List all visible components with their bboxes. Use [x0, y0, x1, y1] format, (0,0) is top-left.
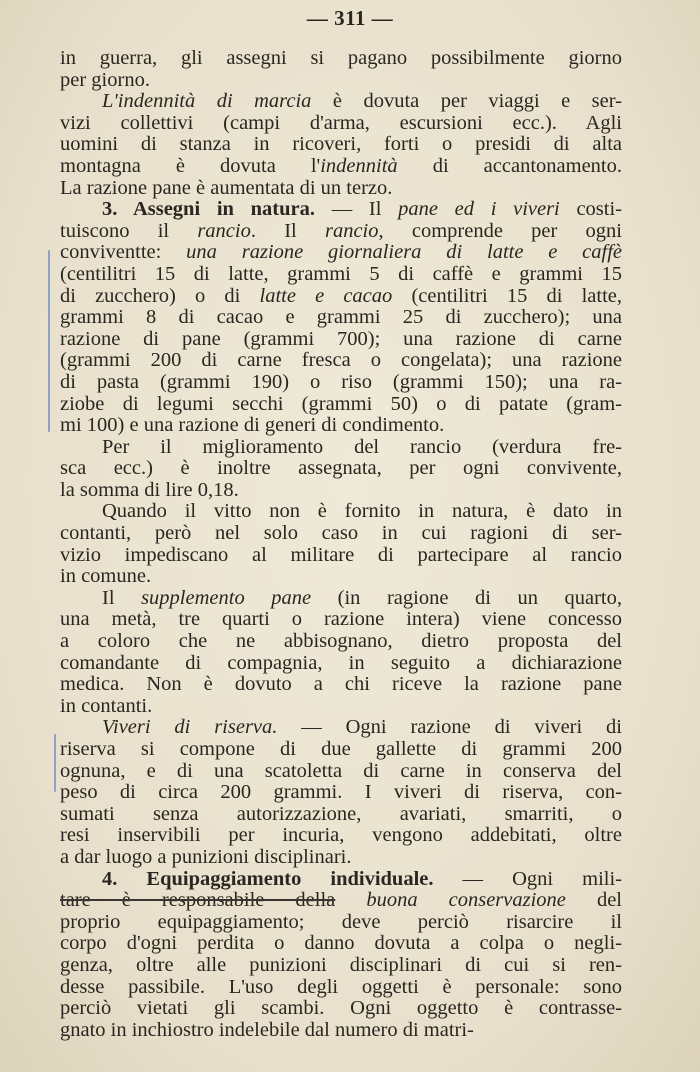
text-segment: ognuna, e di una scatoletta di carne in conserva del	[60, 759, 622, 782]
text-line	[60, 221, 622, 243]
text-line	[60, 825, 622, 847]
text-line	[60, 501, 622, 523]
text-line	[60, 458, 622, 480]
text-segment: la somma di lire 0,18.	[60, 478, 239, 501]
text-line	[60, 178, 622, 200]
text-segment: (centilitri 15 di latte,	[392, 284, 622, 307]
text-segment: rancio	[324, 219, 379, 242]
text-line	[60, 653, 622, 675]
text-line	[60, 804, 622, 826]
text-segment: vizio impediscano al militare di partecipare al rancio	[60, 543, 622, 566]
text-segment: tare è responsabile della	[60, 889, 336, 912]
text-line	[60, 415, 622, 437]
page-number: — 311 —	[306, 6, 394, 30]
text-line	[60, 286, 622, 308]
text-line	[60, 761, 622, 783]
text-line	[60, 523, 622, 545]
text-segment: indennità	[320, 154, 398, 177]
margin-pen-mark	[48, 250, 50, 432]
text-line	[60, 739, 622, 761]
text-line	[60, 91, 622, 113]
text-line	[60, 242, 622, 264]
text-line	[60, 998, 622, 1020]
text-segment: gnato in inchiostro indelebile dal numero di matri-	[60, 1018, 474, 1041]
text-segment: pane ed i viveri	[398, 198, 560, 221]
text-segment: per giorno.	[60, 68, 150, 91]
body-text	[60, 48, 622, 1041]
text-segment: di zucchero) o di	[60, 284, 260, 307]
text-segment: montagna è dovuta l'	[60, 154, 321, 177]
text-line	[60, 70, 622, 92]
text-segment: . Il	[250, 219, 325, 242]
text-segment: in comune.	[60, 565, 152, 588]
text-line	[60, 480, 622, 502]
text-segment: di accantonamento.	[397, 154, 622, 177]
text-line	[60, 955, 622, 977]
text-segment: peso di circa 200 grammi. I viveri di riserva, con-	[60, 781, 622, 804]
text-line	[60, 134, 622, 156]
text-segment: Il	[102, 586, 142, 609]
text-segment: sumati senza autorizzazione, avariati, smarriti, o	[60, 802, 622, 825]
text-segment: buona conservazione	[366, 889, 566, 912]
text-segment: tuiscono il	[60, 219, 198, 242]
text-segment: desse passibile. L'uso degli oggetti è personale: sono	[60, 975, 622, 998]
text-line	[60, 156, 622, 178]
text-segment: L'indennità di marcia	[102, 90, 312, 113]
text-line	[60, 977, 622, 999]
text-segment: — Ogni mili-	[433, 867, 622, 890]
text-segment: del	[565, 889, 622, 912]
text-segment: supplemento pane	[141, 586, 312, 609]
text-segment: , comprende per ogni	[378, 219, 622, 242]
text-segment: in guerra, gli assegni si pagano possibilmente giorno	[60, 47, 622, 69]
text-segment: La razione pane è aumentata di un terzo.	[60, 176, 393, 199]
text-segment: Per il miglioramento del rancio (verdura fre-	[102, 435, 622, 458]
text-segment: — Ogni razione di viveri di	[277, 716, 622, 739]
text-line	[60, 631, 622, 653]
text-segment: vizi collettivi (campi d'arma, escursioni ecc.). Agli	[60, 111, 622, 134]
text-segment: 3. Assegni in natura.	[102, 198, 315, 221]
text-line	[60, 933, 622, 955]
text-segment: di pasta (grammi 190) o riso (grammi 150); una ra-	[60, 370, 622, 393]
text-segment: — Il	[315, 198, 399, 221]
text-line	[60, 912, 622, 934]
text-segment: genza, oltre alle punizioni disciplinari di cui si ren-	[60, 953, 622, 976]
text-line	[60, 588, 622, 610]
text-segment: (in ragione di un quarto,	[311, 586, 622, 609]
text-line	[60, 48, 622, 70]
text-segment: è dovuta per viaggi e ser-	[311, 90, 623, 113]
text-segment: in contanti.	[60, 694, 153, 717]
text-line	[60, 869, 622, 891]
text-segment: mi 100) e una razione di generi di condimento.	[60, 414, 445, 437]
text-segment: a coloro che ne abbisognano, dietro proposta del	[60, 630, 622, 653]
text-segment: latte e cacao	[259, 284, 393, 307]
text-line	[60, 782, 622, 804]
text-segment: una razione giornaliera di latte e caffè	[186, 241, 622, 264]
text-segment: grammi 8 di cacao e grammi 25 di zucchero); una	[60, 306, 622, 329]
text-segment: a dar luogo a punizioni disciplinari.	[60, 845, 352, 868]
text-line	[60, 264, 622, 286]
text-segment	[335, 889, 366, 911]
text-segment: sca ecc.) è inoltre assegnata, per ogni convivente,	[60, 457, 622, 480]
text-line	[60, 437, 622, 459]
text-segment: perciò vietati gli scambi. Ogni oggetto è contrasse-	[60, 997, 622, 1020]
text-line	[60, 566, 622, 588]
text-line	[60, 113, 622, 135]
text-segment: Viveri di riserva.	[102, 716, 278, 739]
text-line	[60, 329, 622, 351]
text-segment: resi inservibili per incuria, vengono addebitati, oltre	[60, 824, 622, 847]
text-segment: proprio equipaggiamento; deve perciò risarcire il	[60, 910, 622, 933]
text-segment: Quando il vitto non è fornito in natura, è dato in	[102, 500, 622, 523]
text-line	[60, 372, 622, 394]
text-segment: (grammi 200 di carne fresca o congelata); una razione	[60, 349, 622, 372]
margin-pen-mark	[54, 734, 56, 792]
text-segment: ziobe di legumi secchi (grammi 50) o di patate (gram-	[60, 392, 622, 415]
text-line	[60, 890, 622, 912]
text-segment: comandante di compagnia, in seguito a dichiarazione	[60, 651, 622, 674]
text-line	[60, 199, 622, 221]
text-line	[60, 307, 622, 329]
text-line	[60, 609, 622, 631]
text-line	[60, 1020, 622, 1042]
text-segment: riserva si compone di due gallette di grammi 200	[60, 738, 622, 760]
text-line	[60, 717, 622, 739]
text-segment: costi-	[559, 198, 623, 221]
text-line	[60, 394, 622, 416]
text-segment: contanti, però nel solo caso in cui ragioni di ser-	[60, 522, 622, 545]
text-line	[60, 674, 622, 696]
text-segment: medica. Non è dovuto a chi riceve la razione pane	[60, 673, 622, 696]
text-segment: 4. Equipaggiamento individuale.	[102, 867, 434, 890]
text-segment: uomini di stanza in ricoveri, forti o presidi di alta	[60, 133, 622, 156]
text-segment: razione di pane (grammi 700); una razione di carne	[60, 327, 622, 350]
text-line	[60, 696, 622, 718]
text-segment: (centilitri 15 di latte, grammi 5 di caffè e grammi 15	[60, 262, 622, 285]
text-segment: conviventte:	[60, 241, 187, 264]
text-segment: rancio	[197, 219, 251, 242]
text-line	[60, 545, 622, 567]
text-segment: una metà, tre quarti o razione intera) viene concesso	[60, 608, 622, 631]
text-line	[60, 847, 622, 869]
text-segment: corpo d'ogni perdita o danno dovuta a colpa o negli-	[60, 932, 622, 955]
text-line	[60, 350, 622, 372]
